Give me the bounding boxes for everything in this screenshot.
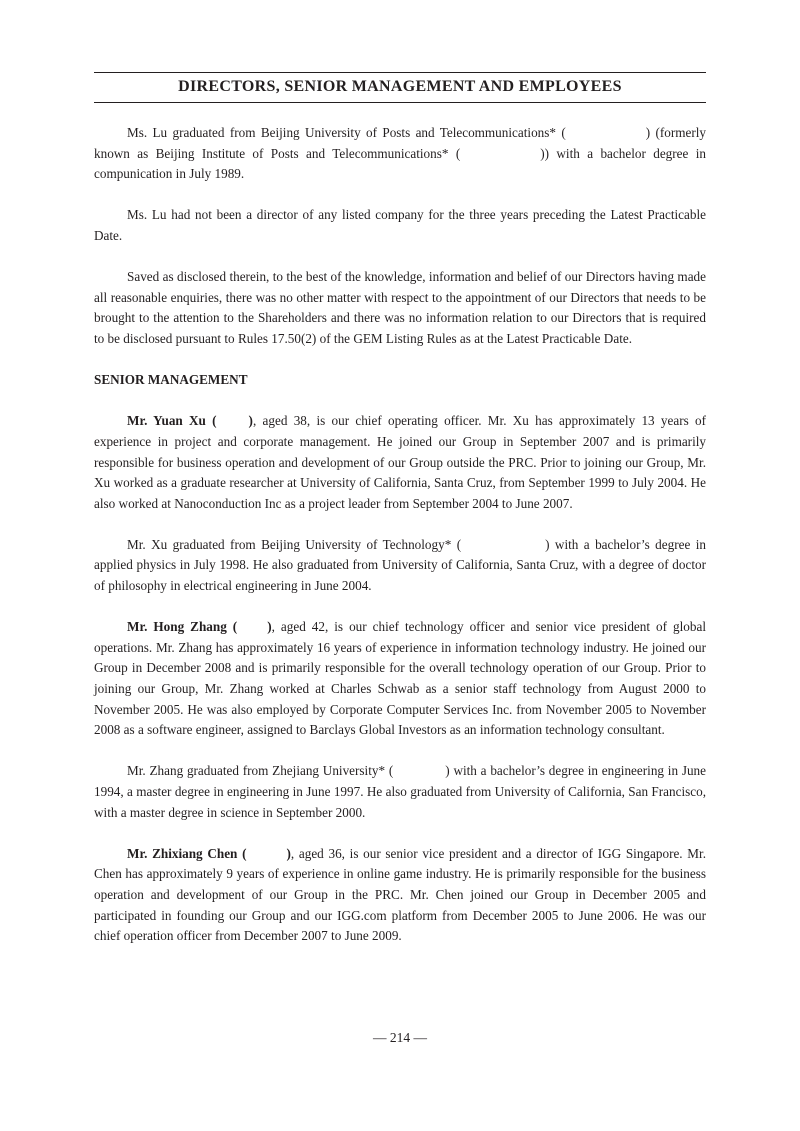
text-segment: Ms. Lu graduated from Beijing University of Posts and Telecommunications* (: [127, 125, 566, 140]
text-segment: , aged 36, is our senior vice president and a director of IGG Singapore. Mr. Chen has approximately 9 years of experience in online game industry. He is primarily responsible for the business operation and development of our Group in the PRC. Mr. Chen joined our Group in December 2005 and participated in founding our Group and our IGG.com platform from December 2005 to June 2006. He was our chief operation officer from December 2007 to June 2009.: [94, 845, 706, 944]
paragraph-zhang-education: [94, 761, 706, 823]
person-name-close: ): [248, 413, 253, 429]
paragraph-lu-directorship: Ms. Lu had not been a director of any listed company for the three years preceding the Latest Practicable Date.: [94, 207, 706, 243]
text-segment: ) with a bachelor’s degree in engineering in June 1994, a master degree in engineering in June 1997. He also graduated from University of California, San Francisco, with a master degree in science in September 2000.: [94, 763, 707, 820]
text-segment: , aged 42, is our chief technology officer and senior vice president of global operations. Mr. Zhang has approximately 16 years of experience in information technology industry. He joined our Group in December 2008 and is primarily responsible for the overall technology operation of our Group. Prior to joining our Group, Mr. Zhang worked at Charles Schwab as a senior staff technology from August 2000 to November 2005. He was also employed by Corporate Computer Services Inc. from November 2005 to November 2008 as a software engineer, assigned to Barclays Global Investors as an information technology consultant.: [94, 619, 706, 738]
section-title-senior-management: SENIOR MANAGEMENT: [94, 372, 248, 388]
paragraph-lu-education: [94, 123, 706, 185]
header-rule-bottom: [94, 102, 706, 103]
page-header-title: DIRECTORS, SENIOR MANAGEMENT AND EMPLOYEES: [178, 78, 622, 95]
page-number: — 214 —: [373, 1030, 427, 1045]
header-rule-top: [94, 72, 706, 73]
paragraph-disclosure: Saved as disclosed therein, to the best of the knowledge, information and belief of our Directors having made all reasonable enquiries, there was no other matter with respect to the appointment of our Directors that needs to be brought to the attention to the Shareholders and there was no information relation to our Directors that is required to be disclosed pursuant to Rules 17.50(2) of the GEM Listing Rules as at the Latest Practicable Date.: [94, 269, 706, 346]
person-name: Mr. Yuan Xu (: [127, 413, 217, 429]
text-segment: ) with a bachelor’s degree in applied physics in July 1998. He also graduated from University of California, Santa Cruz, with a degree of doctor of philosophy in electrical engineering in June 2004.: [94, 536, 706, 594]
person-name-close: ): [267, 619, 272, 635]
person-name-close: ): [286, 845, 291, 861]
person-name: Mr. Hong Zhang (: [127, 619, 238, 635]
text-segment: ) (formerly known as Beijing Institute of Posts and Telecommunications* (: [94, 125, 707, 161]
text-segment: )) with a bachelor degree in compunication in July 1989.: [94, 145, 707, 182]
text-segment: , aged 38, is our chief operating officer. Mr. Xu has approximately 13 years of experience in project and corporate management. He joined our Group in September 2007 and is primarily responsible for business operation and development of our Group outside the PRC. Prior to joining our Group, Mr. Xu worked as a graduate researcher at University of California, Santa Cruz, from September 1999 to July 2004. He also worked at Nanoconduction Inc as a project leader from September 2004 to June 2007.: [94, 413, 706, 511]
text-segment: Mr. Xu graduated from Beijing University of Technology* (: [127, 536, 462, 552]
paragraph-xu-education: [94, 535, 706, 597]
paragraph-zhixiang-chen: [94, 844, 706, 947]
person-name: Mr. Zhixiang Chen (: [127, 845, 247, 861]
page-body: [94, 123, 706, 967]
paragraph-yuan-xu: [94, 411, 706, 514]
text-segment: Mr. Zhang graduated from Zhejiang University* (: [127, 763, 394, 779]
paragraph-hong-zhang: [94, 617, 706, 741]
